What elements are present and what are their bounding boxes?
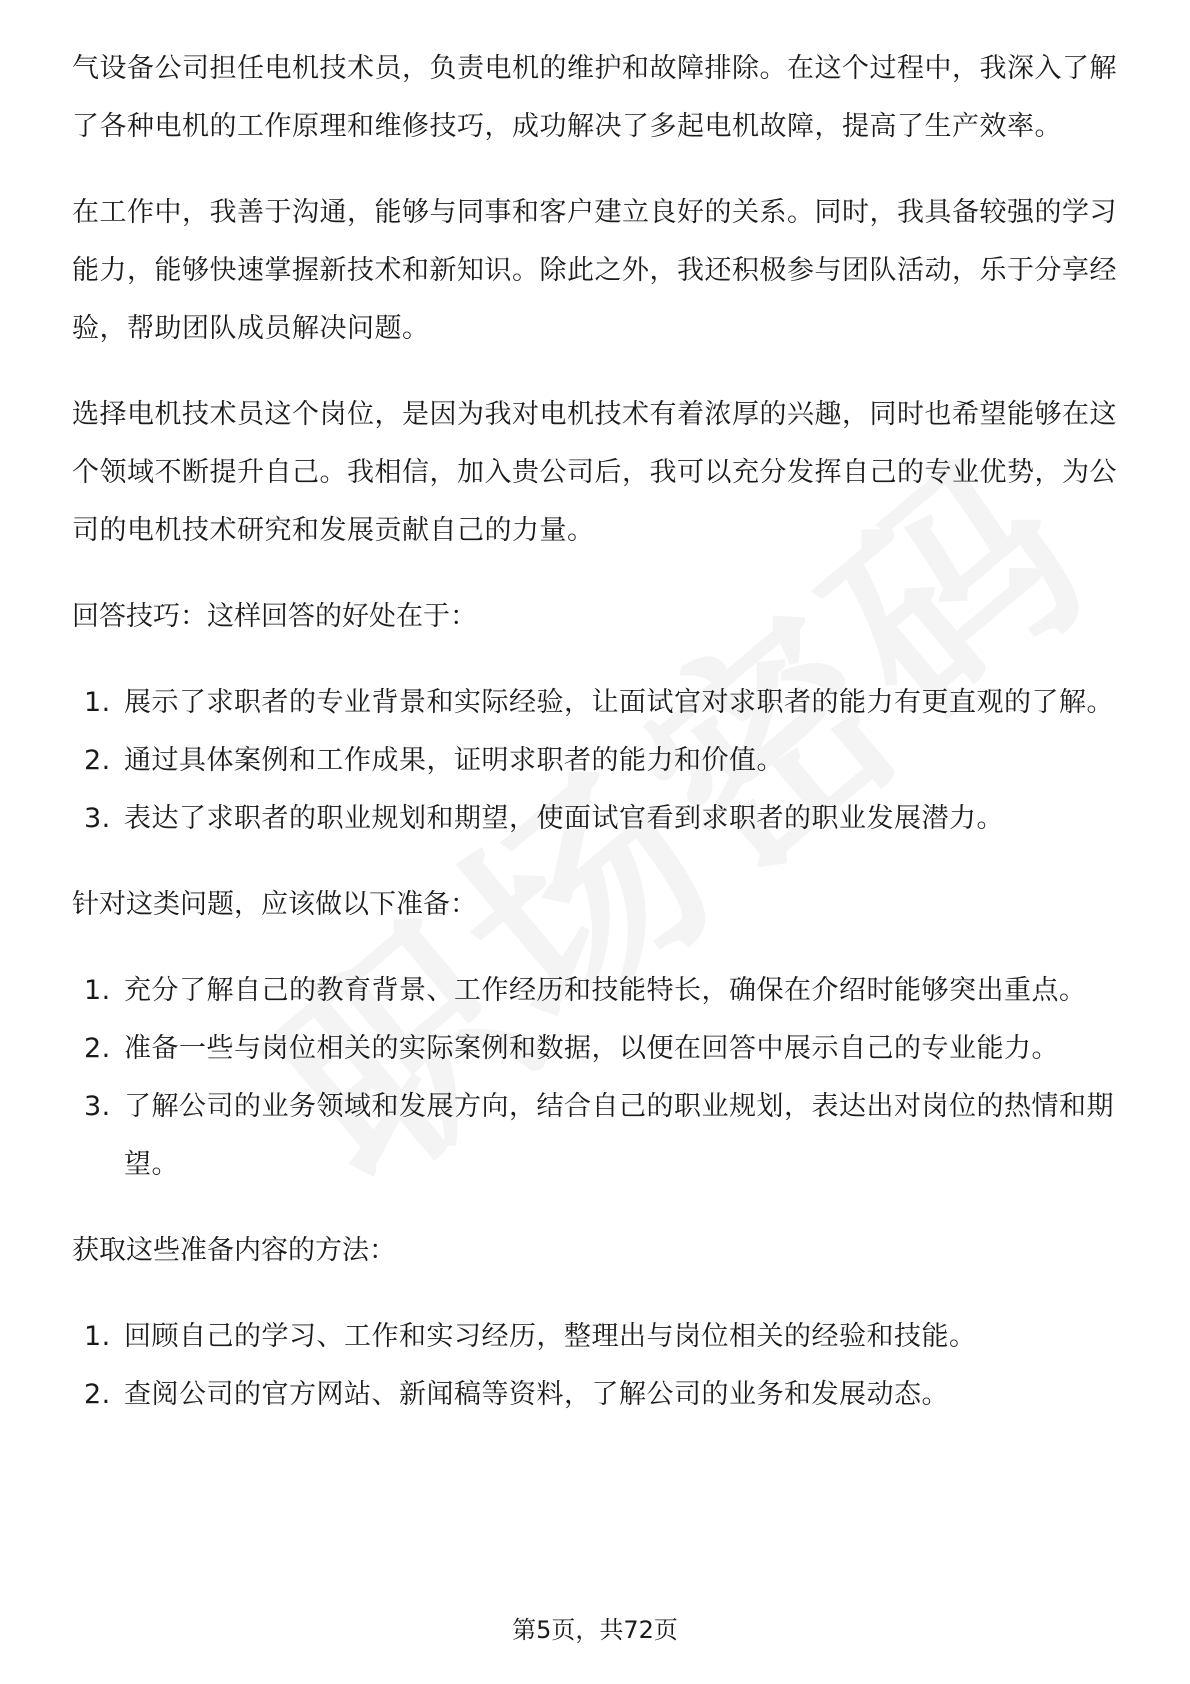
list-item xyxy=(72,790,1122,848)
list-item xyxy=(72,962,1122,1020)
list-number: 1. xyxy=(84,1321,111,1352)
paragraph-2: 在工作中，我善于沟通，能够与同事和客户建立良好的关系。同时，我具备较强的学习能力，能够快速掌握新技术和新知识。除此之外，我还积极参与团队活动，乐于分享经验，帮助团队成员解决问题。 xyxy=(72,197,1117,344)
list-text: 通过具体案例和工作成果，证明求职者的能力和价值。 xyxy=(124,745,784,776)
list-item xyxy=(72,732,1122,790)
page-footer: 第5页，共72页 xyxy=(512,1616,678,1644)
methods-list xyxy=(72,1308,1122,1424)
list-text: 了解公司的业务领域和发展方向，结合自己的职业规划，表达出对岗位的热情和期望。 xyxy=(124,1091,1114,1180)
preparation-list xyxy=(72,962,1122,1194)
section-heading-methods: 获取这些准备内容的方法： xyxy=(72,1235,396,1266)
list-text: 查阅公司的官方网站、新闻稿等资料，了解公司的业务和发展动态。 xyxy=(124,1379,949,1410)
list-number: 3. xyxy=(84,803,111,834)
document-body xyxy=(72,40,1122,1452)
list-text: 准备一些与岗位相关的实际案例和数据，以便在回答中展示自己的专业能力。 xyxy=(124,1033,1059,1064)
list-item xyxy=(72,1020,1122,1078)
list-item xyxy=(72,1308,1122,1366)
paragraph-1: 气设备公司担任电机技术员，负责电机的维护和故障排除。在这个过程中，我深入了解了各种电机的工作原理和维修技巧，成功解决了多起电机故障，提高了生产效率。 xyxy=(72,53,1117,142)
list-number: 2. xyxy=(84,745,111,776)
list-item xyxy=(72,1078,1122,1194)
list-item xyxy=(72,674,1122,732)
list-number: 3. xyxy=(84,1091,111,1122)
list-text: 表达了求职者的职业规划和期望，使面试官看到求职者的职业发展潜力。 xyxy=(124,803,1004,834)
list-text: 充分了解自己的教育背景、工作经历和技能特长，确保在介绍时能够突出重点。 xyxy=(124,975,1087,1006)
list-text: 展示了求职者的专业背景和实际经验，让面试官对求职者的能力有更直观的了解。 xyxy=(124,687,1114,718)
section-heading-preparation: 针对这类问题，应该做以下准备： xyxy=(72,889,477,920)
list-number: 2. xyxy=(84,1379,111,1410)
list-item xyxy=(72,1366,1122,1424)
list-text: 回顾自己的学习、工作和实习经历，整理出与岗位相关的经验和技能。 xyxy=(124,1321,977,1352)
list-number: 2. xyxy=(84,1033,111,1064)
list-number: 1. xyxy=(84,687,111,718)
list-number: 1. xyxy=(84,975,111,1006)
paragraph-3: 选择电机技术员这个岗位，是因为我对电机技术有着浓厚的兴趣，同时也希望能够在这个领域不断提升自己。我相信，加入贵公司后，我可以充分发挥自己的专业优势，为公司的电机技术研究和发展贡献自己的力量。 xyxy=(72,399,1117,546)
section-heading-answer-tips: 回答技巧：这样回答的好处在于： xyxy=(72,601,477,632)
answer-tips-list xyxy=(72,674,1122,848)
